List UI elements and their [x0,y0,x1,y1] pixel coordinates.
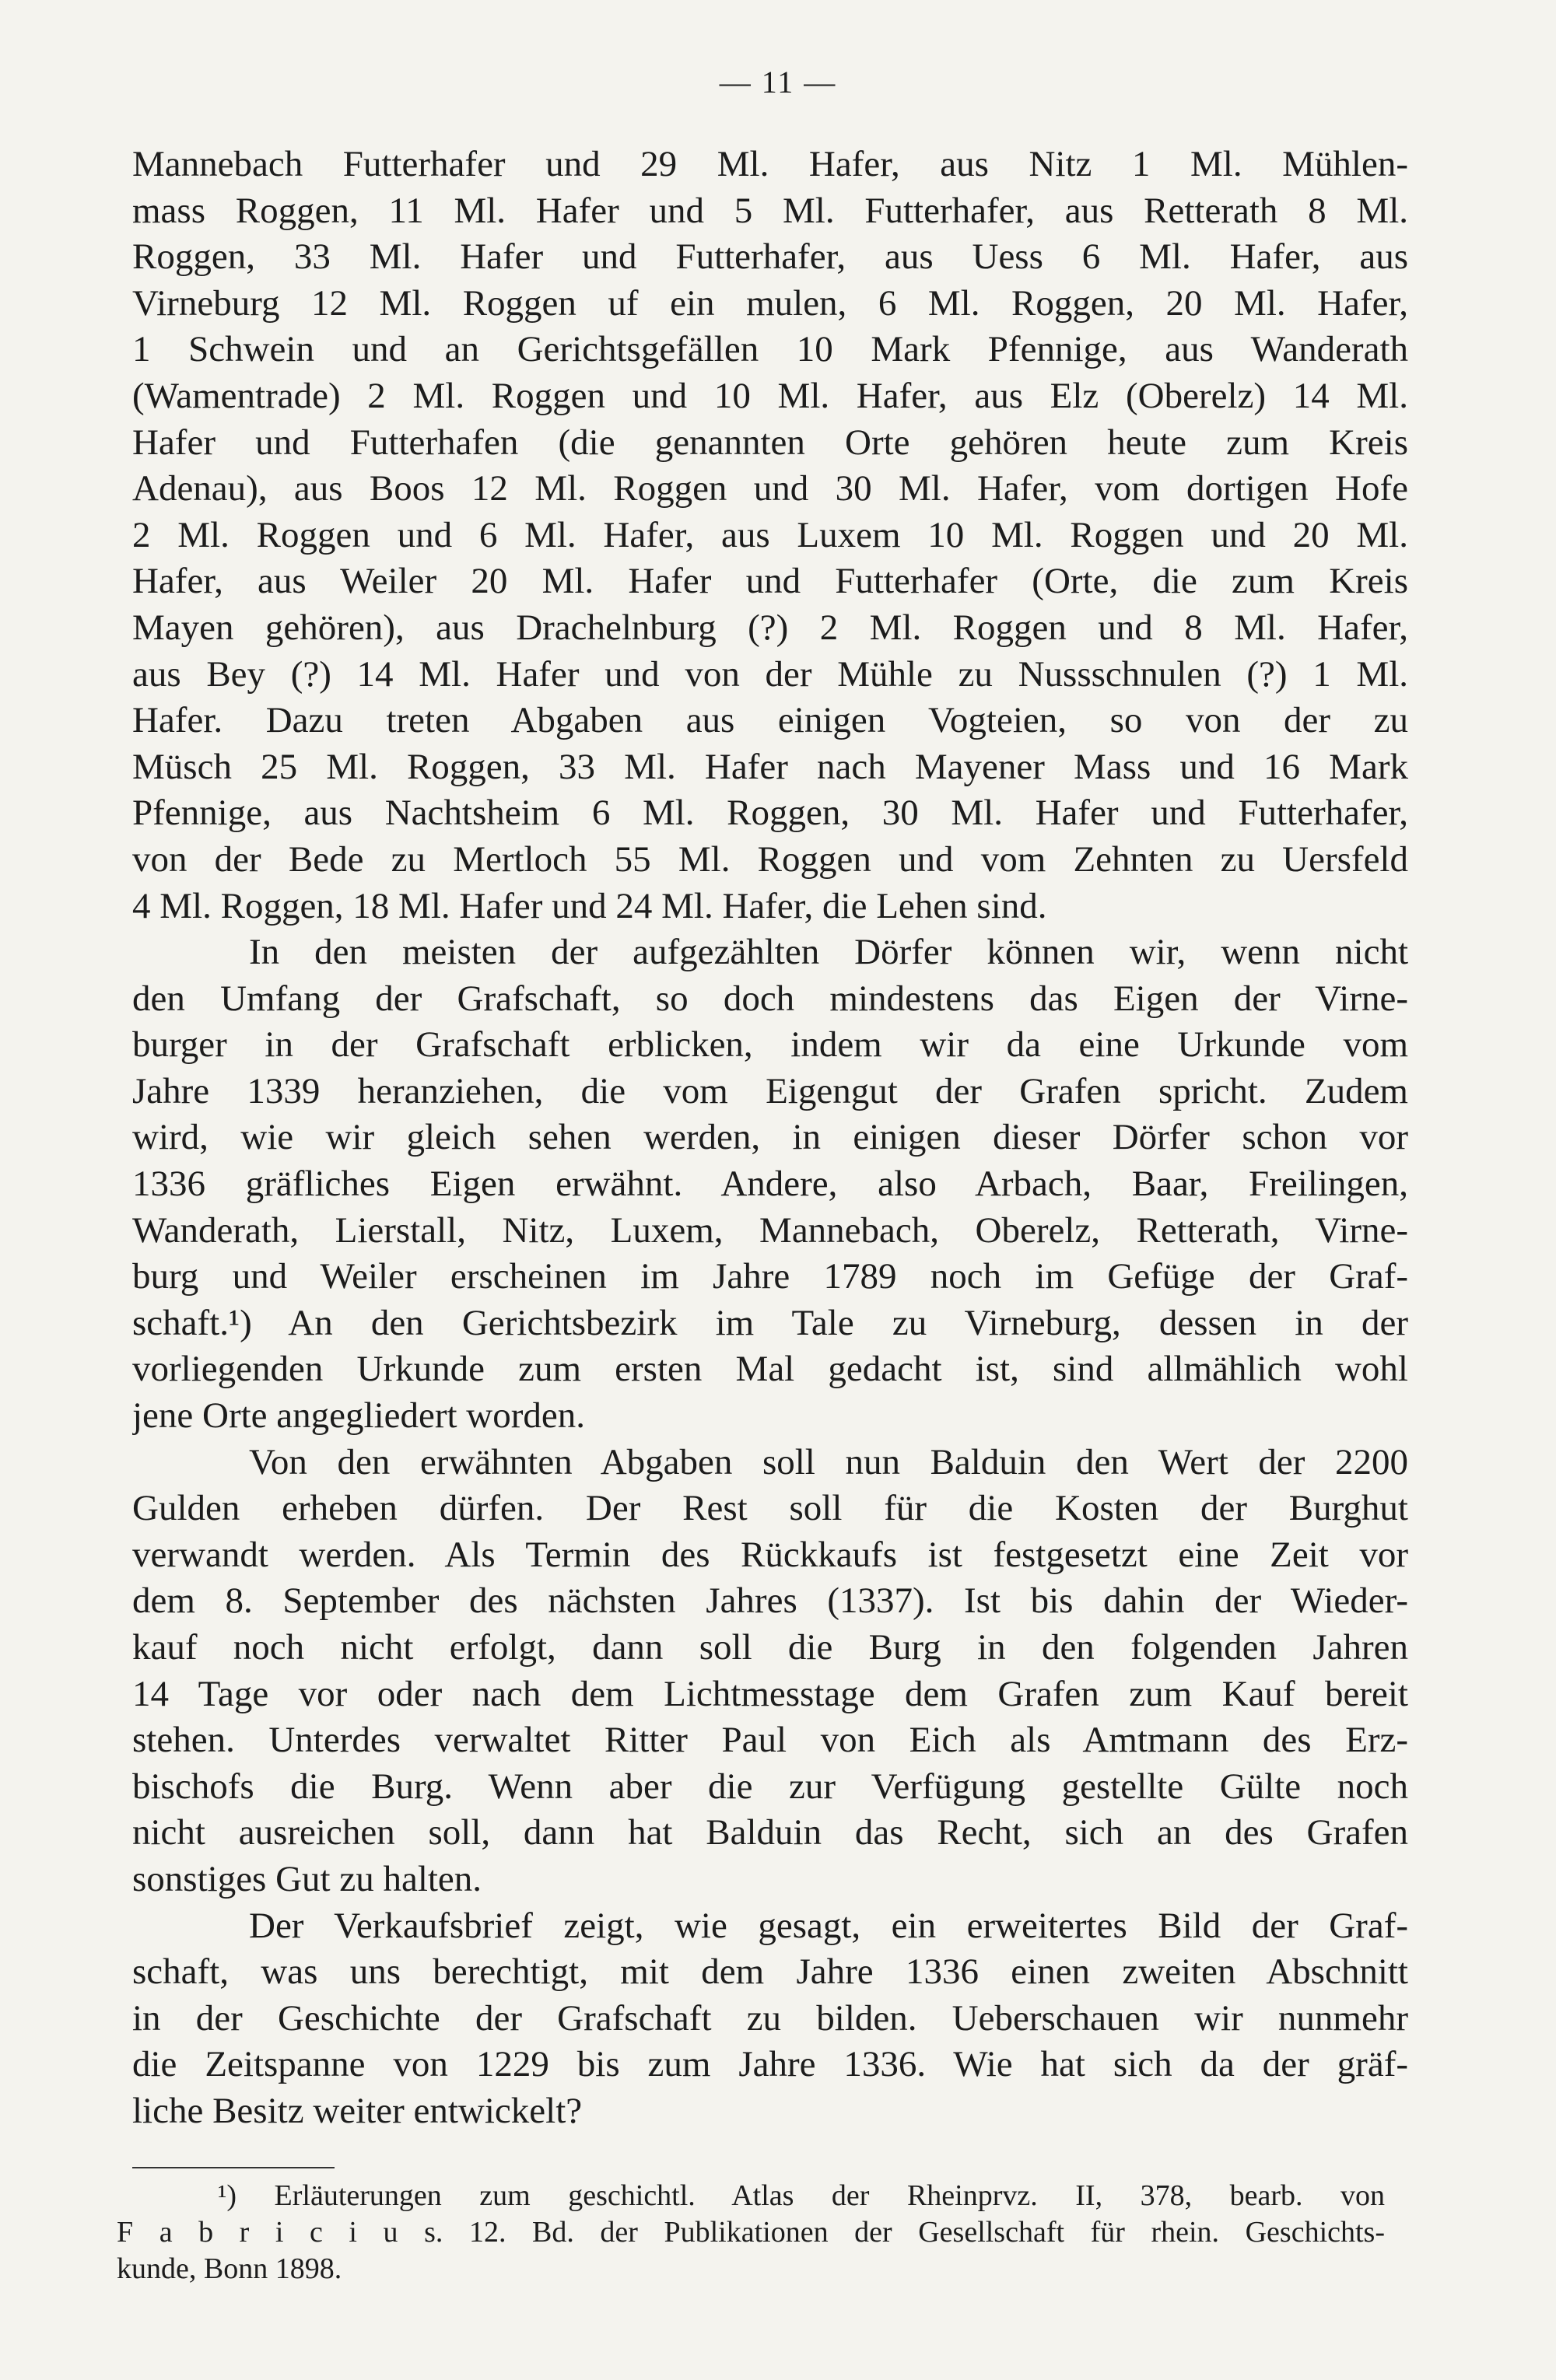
text-line: aus Bey (?) 14 Ml. Hafer und von der Mühle zu Nussschnulen (?) 1 Ml. [132,653,1408,695]
text-line: kauf noch nicht erfolgt, dann soll die Burg in den folgenden Jahren [132,1627,1408,1668]
text-line: Virneburg 12 Ml. Roggen uf ein mulen, 6 Ml. Roggen, 20 Ml. Hafer, [132,282,1408,324]
body-text [132,142,1408,2135]
text-line: 14 Tage vor oder nach dem Lichtmesstage dem Grafen zum Kauf bereit [132,1673,1408,1714]
text-line: Roggen, 33 Ml. Hafer und Futterhafer, aus Uess 6 Ml. Hafer, aus [132,236,1408,278]
text-line: Hafer, aus Weiler 20 Ml. Hafer und Futterhafer (Orte, die zum Kreis [132,561,1408,602]
text-line: jene Orte angegliedert worden. [132,1395,586,1437]
text-line: 1 Schwein und an Gerichtsgefällen 10 Mark Pfennige, aus Wanderath [132,329,1408,370]
text-line: Mannebach Futterhafer und 29 Ml. Hafer, aus Nitz 1 Ml. Mühlen- [132,144,1408,184]
text-line: Der Verkaufsbrief zeigt, wie gesagt, ein erweitertes Bild der Graf- [249,1905,1408,1946]
footnote-line: F a b r i c i u s. 12. Bd. der Publikationen der Gesellschaft für rhein. Geschichts- [117,2216,1385,2249]
text-line: den Umfang der Grafschaft, so doch mindestens das Eigen der Virne- [132,978,1408,1019]
text-line: Pfennige, aus Nachtsheim 6 Ml. Roggen, 30 Ml. Hafer und Futterhafer, [132,793,1408,834]
text-line: Hafer. Dazu treten Abgaben aus einigen Vogteien, so von der zu [132,700,1408,741]
text-line: verwandt werden. Als Termin des Rückkaufs ist festgesetzt eine Zeit vor [132,1534,1408,1575]
text-line: stehen. Unterdes verwaltet Ritter Paul von Eich als Amtmann des Erz- [132,1720,1408,1761]
text-line: die Zeitspanne von 1229 bis zum Jahre 1336. Wie hat sich da der gräf- [132,2044,1408,2085]
text-line: In den meisten der aufgezählten Dörfer können wir, wenn nicht [249,932,1408,973]
text-line: Von den erwähnten Abgaben soll nun Balduin den Wert der 2200 [249,1441,1408,1482]
text-line: schaft, was uns berechtigt, mit dem Jahre 1336 einen zweiten Abschnitt [132,1951,1408,1993]
footnote-line: kunde, Bonn 1898. [117,2252,342,2285]
text-line: liche Besitz weiter entwickelt? [132,2090,583,2131]
text-line: bischofs die Burg. Wenn aber die zur Verfügung gestellte Gülte noch [132,1766,1408,1807]
text-line: dem 8. September des nächsten Jahres (1337). Ist bis dahin der Wieder- [132,1580,1408,1622]
footnote-line: ¹) Erläuterungen zum geschichtl. Atlas der Rheinprvz. II, 378, bearb. von [218,2179,1385,2212]
page-number: — 11 — [719,65,837,100]
text-line: Adenau), aus Boos 12 Ml. Roggen und 30 Ml. Hafer, vom dortigen Hofe [132,468,1408,509]
text-line: wird, wie wir gleich sehen werden, in einigen dieser Dörfer schon vor [132,1117,1408,1158]
text-line: vorliegenden Urkunde zum ersten Mal gedacht ist, sind allmählich wohl [132,1349,1408,1390]
text-line: nicht ausreichen soll, dann hat Balduin das Recht, sich an des Grafen [132,1812,1408,1853]
text-line: Müsch 25 Ml. Roggen, 33 Ml. Hafer nach Mayener Mass und 16 Mark [132,746,1408,787]
text-line: mass Roggen, 11 Ml. Hafer und 5 Ml. Futterhafer, aus Retterath 8 Ml. [132,190,1408,231]
text-line: Mayen gehören), aus Drachelnburg (?) 2 Ml. Roggen und 8 Ml. Hafer, [132,607,1408,648]
text-line: (Wamentrade) 2 Ml. Roggen und 10 Ml. Hafer, aus Elz (Oberelz) 14 Ml. [132,375,1408,416]
text-line: 2 Ml. Roggen und 6 Ml. Hafer, aus Luxem 10 Ml. Roggen und 20 Ml. [132,514,1408,555]
text-line: 1336 gräfliches Eigen erwähnt. Andere, also Arbach, Baar, Freilingen, [132,1164,1408,1205]
footnote-divider [132,2167,335,2168]
text-line: Jahre 1339 heranziehen, die vom Eigengut der Grafen spricht. Zudem [132,1070,1408,1111]
text-line: Gulden erheben dürfen. Der Rest soll für die Kosten der Burghut [132,1488,1408,1529]
text-line: burger in der Grafschaft erblicken, indem wir da eine Urkunde vom [132,1024,1408,1066]
text-line: sonstiges Gut zu halten. [132,1858,482,1899]
text-line: Hafer und Futterhafen (die genannten Orte gehören heute zum Kreis [132,422,1408,463]
text-line: 4 Ml. Roggen, 18 Ml. Hafer und 24 Ml. Hafer, die Lehen sind. [132,885,1047,926]
text-line: burg und Weiler erscheinen im Jahre 1789 noch im Gefüge der Graf- [132,1256,1408,1297]
text-line: von der Bede zu Mertloch 55 Ml. Roggen und vom Zehnten zu Uersfeld [132,838,1408,880]
footnotes [117,2178,1385,2287]
text-line: schaft.¹) An den Gerichtsbezirk im Tale zu Virneburg, dessen in der [132,1302,1408,1343]
text-line: Wanderath, Lierstall, Nitz, Luxem, Mannebach, Oberelz, Retterath, Virne- [132,1209,1408,1251]
text-line: in der Geschichte der Grafschaft zu bilden. Ueberschauen wir nunmehr [132,1997,1408,2039]
